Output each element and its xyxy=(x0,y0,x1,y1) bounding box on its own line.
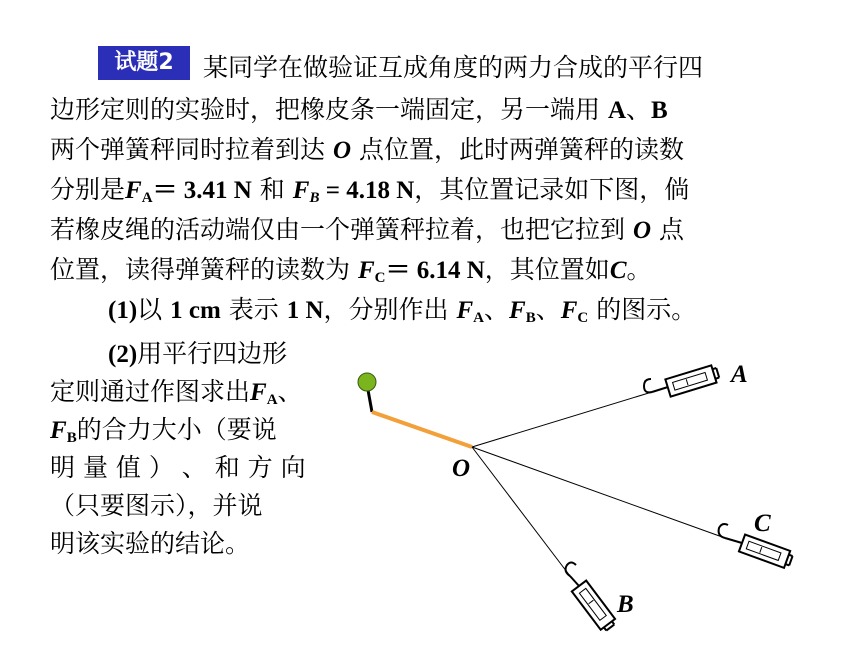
peg-stem xyxy=(368,390,372,412)
label-a: A xyxy=(731,361,748,388)
spring-balance-a xyxy=(644,364,720,396)
q2-line-1: (2)用平行四边形 xyxy=(108,339,288,368)
spring-balance-b xyxy=(566,563,618,633)
question-badge: 试题2 xyxy=(98,46,190,80)
q2-line-4: 明 量 值 ） 、 和 方 向 xyxy=(50,453,306,482)
text-line-3: 两个弹簧秤同时拉着到达 O 点位置，此时两弹簧秤的读数 xyxy=(50,135,684,164)
string-a xyxy=(472,392,652,447)
text-line-6: 位置，读得弹簧秤的读数为 $F_C= 6.14$ N，其位置如C。 xyxy=(50,255,652,286)
q2-line-5: （只要图示），并说 xyxy=(50,491,263,520)
rubber-band xyxy=(372,412,472,447)
text-line-5: 若橡皮绳的活动端仅由一个弹簧秤拉着，也把它拉到 O 点 xyxy=(50,215,684,244)
text-line-7: (1)以 1 cm 表示 1 N，分别作出 $F_A$、$F_B$、$F_C$ 的图示。 xyxy=(108,295,697,326)
q2-line-6: 明该实验的结论。 xyxy=(50,529,251,558)
text-line-1: 某同学在做验证互成角度的两力合成的平行四 xyxy=(203,53,704,82)
label-c: C xyxy=(754,510,771,537)
string-c xyxy=(472,447,725,538)
string-b xyxy=(472,447,570,576)
peg-icon xyxy=(358,373,376,391)
label-o: O xyxy=(452,455,471,482)
q2-line-2: 定则通过作图求出$F_A$、 xyxy=(50,377,303,408)
q2-line-3: $F_B$的合力大小（要说 xyxy=(50,415,277,446)
text-line-2: 边形定则的实验时，把橡皮条一端固定，另一端用 A、B xyxy=(50,95,668,124)
text-line-4: 分别是$F_A= 3.41$ N 和 $F_B = 4.18$ N，其位置记录如下图，倘 xyxy=(50,175,690,206)
label-b: B xyxy=(617,591,634,618)
